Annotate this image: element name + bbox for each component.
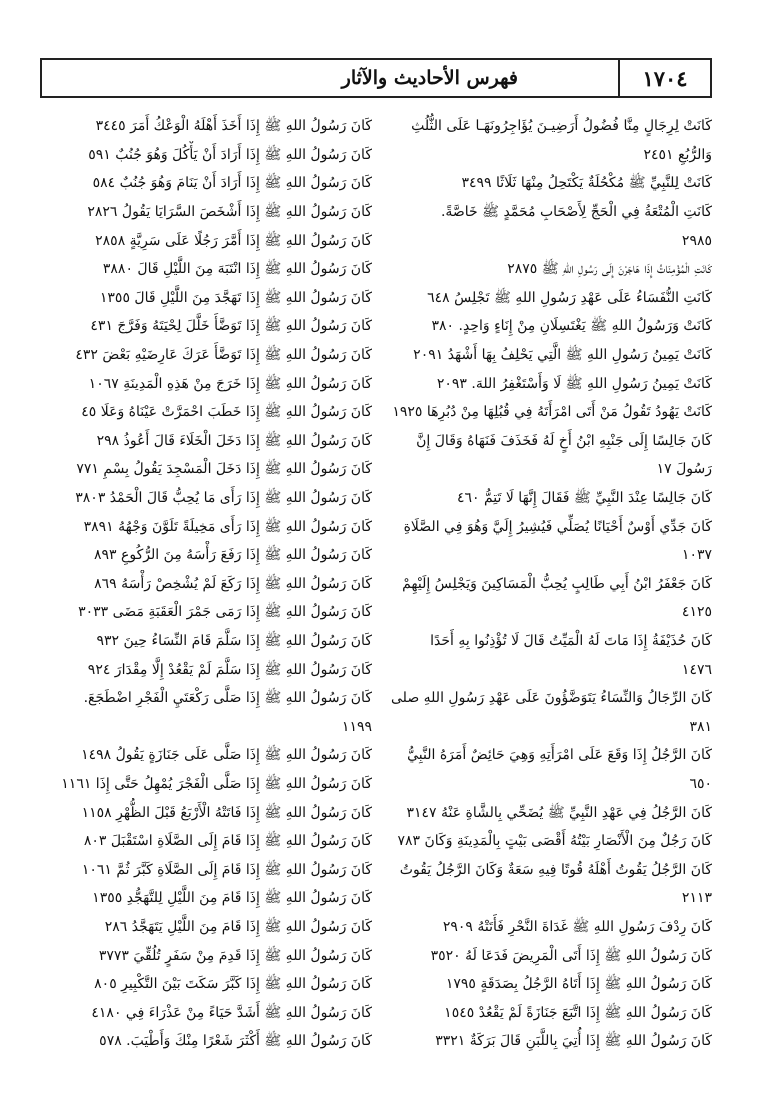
index-entry: كَانَ رَسُولُ اللهِ ﷺ إِذَا قَامَ مِنَ اللَّيْلِ يَتَهَجَّدُ ٢٨٦ bbox=[104, 918, 372, 935]
index-entry: كَانَتْ لِلنَّبِيِّ ﷺ مُكْحُلَةٌ يَكْتَحِلُ مِنْهَا ثَلَاثًا ٣٤٩٩ bbox=[461, 175, 712, 192]
index-entry: كَانَ رَسُولُ اللهِ ﷺ إِذَا أَشْخَصَ السَّرَايَا يَقُولُ ٢٨٢٦ bbox=[87, 204, 372, 221]
index-entry: كَانَتِ النُّفَسَاءُ عَلَى عَهْدِ رَسُولِ اللهِ ﷺ تَجْلِسُ ٦٤٨ bbox=[427, 289, 712, 306]
index-entry: كَانَ الرَّجُلُ يَقُوتُ أَهْلَهُ قُوتًا فِيهِ سَعَةٌ وَكَانَ الرَّجُلُ يَقُوتُ bbox=[399, 861, 712, 878]
index-entry: كَانَ رَسُولُ اللهِ ﷺ إِذَا أَتَاهُ الرَّجُلُ بِصَدَقَةٍ ١٧٩٥ bbox=[445, 976, 712, 993]
index-entry: كَانَ رَسُولُ اللهِ ﷺ إِذَا أَمَّرَ رَجُلًا عَلَى سَرِيَّةٍ ٢٨٥٨ bbox=[95, 232, 372, 249]
index-entry: كَانَتْ يَمِينُ رَسُولِ اللهِ ﷺ لَا وَأَسْتَغْفِرُ اللهَ. ٢٠٩٣ bbox=[436, 375, 712, 392]
page-header bbox=[40, 58, 712, 98]
index-entry: ١١٩٩ bbox=[341, 718, 372, 735]
page-title: فهرس الأحاديث والآثار bbox=[341, 67, 518, 89]
index-entry: كَانَ رَسُولُ اللهِ ﷺ إِذَا صَلَّى رَكْعَتَيِ الْفَجْرِ اضْطَجَعَ. bbox=[83, 690, 372, 707]
index-entry: كَانَ رَسُولُ اللهِ ﷺ إِذَا رَأَى مَا يُحِبُّ قَالَ الْحَمْدُ ٣٨٠٣ bbox=[75, 490, 372, 507]
index-entry: كَانَ رَسُولُ اللهِ ﷺ إِذَا اتَّبَعَ جَنَازَةً لَمْ يَقْعُدْ ١٥٤٥ bbox=[444, 1004, 712, 1021]
index-entry: ٣٨١ bbox=[689, 718, 712, 735]
index-entry: ٤١٢٥ bbox=[681, 604, 712, 621]
index-entry: كَانَ رَسُولُ اللهِ ﷺ أَشَدَّ حَيَاءً مِنْ عَذْرَاءَ فِي ٤١٨٠ bbox=[91, 1004, 372, 1021]
index-entry: كَانَ رَسُولُ اللهِ ﷺ إِذَا رَأَى مَخِيلَةً تَلَوَّنَ وَجْهُهُ ٣٨٩١ bbox=[83, 518, 372, 535]
index-entry: كَانَ رَسُولُ اللهِ ﷺ إِذَا صَلَّى الْفَجْرَ يُمْهِلُ حَتَّى إِذَا ١١٦١ bbox=[61, 775, 372, 792]
index-entry: كَانَ رَسُولُ اللهِ ﷺ إِذَا دَخَلَ الْخَلَاءَ قَالَ أَعُوذُ ٢٩٨ bbox=[96, 432, 372, 449]
left-column bbox=[40, 112, 372, 1082]
index-entry: كَانَ رَسُولُ اللهِ ﷺ إِذَا أَتَى الْمَرِيضَ فَدَعَا لَهُ ٣٥٢٠ bbox=[430, 947, 712, 964]
index-entry: كَانَ رَسُولُ اللهِ ﷺ إِذَا رَكَعَ لَمْ يُشْخِصْ رَأْسَهُ ٨٦٩ bbox=[94, 575, 372, 592]
index-entry: كَانَ رَسُولُ اللهِ ﷺ إِذَا قَامَ مِنَ اللَّيْلِ لِلتَّهَجُّدِ ١٣٥٥ bbox=[92, 890, 372, 907]
index-entry: كَانَتْ وَرَسُولُ اللهِ ﷺ يَغْتَسِلَانِ مِنْ إِنَاءٍ وَاحِدٍ. ٣٨٠ bbox=[431, 318, 712, 335]
index-columns bbox=[40, 112, 712, 1082]
index-entry: ٦٥٠ bbox=[689, 775, 712, 792]
page-number: ١٧٠٤ bbox=[618, 60, 710, 96]
index-entry: كَانَتِ الْمُتْعَةُ فِي الْحَجِّ لِأَصْحَابِ مُحَمَّدٍ ﷺ خَاصَّةً. bbox=[440, 204, 712, 221]
index-entry: كَانَ رَسُولُ اللهِ ﷺ إِذَا رَفَعَ رَأْسَهُ مِنَ الرُّكُوعِ ٨٩٣ bbox=[93, 547, 372, 564]
index-entry: كَانَ رَجُلٌ مِنَ الْأَنْصَارِ بَيْتُهُ أَقْصَى بَيْتٍ بِالْمَدِينَةِ وَكَانَ ٧٨٣ bbox=[397, 833, 712, 850]
index-entry: كَانَ جَدِّي أَوْسٌ أَحْيَانًا يُصَلِّي فَيُشِيرُ إِلَيَّ وَهُوَ فِي الصَّلَاةِ bbox=[403, 518, 712, 535]
index-entry: كَانَتْ يَمِينُ رَسُولِ اللهِ ﷺ الَّتِي يَحْلِفُ بِهَا أَشْهَدُ ٢٠٩١ bbox=[413, 347, 712, 364]
index-entry: كَانَ رَسُولُ اللهِ ﷺ إِذَا أَرَادَ أَنْ يَنَامَ وَهُوَ جُنُبٌ ٥٨٤ bbox=[92, 175, 372, 192]
right-column bbox=[380, 112, 712, 1082]
index-entry: كَانَ رَسُولُ اللهِ ﷺ إِذَا قَامَ إِلَى الصَّلَاةِ كَبَّرَ ثُمَّ ١٠٦١ bbox=[81, 861, 372, 878]
index-entry: كَانَ رَسُولُ اللهِ ﷺ إِذَا تَهَجَّدَ مِنَ اللَّيْلِ قَالَ ١٣٥٥ bbox=[99, 289, 372, 306]
index-entry: كَانَ رَسُولُ اللهِ ﷺ إِذَا صَلَّى عَلَى جَنَازَةٍ يَقُولُ ١٤٩٨ bbox=[81, 747, 372, 764]
index-entry: كَانَ رَسُولُ اللهِ ﷺ إِذَا قَدِمَ مِنْ سَفَرٍ تُلُقِّيَ ٣٧٧٣ bbox=[98, 947, 372, 964]
index-entry: كَانَ رَسُولُ اللهِ ﷺ إِذَا انْتَبَهَ مِنَ اللَّيْلِ قَالَ ٣٨٨٠ bbox=[102, 261, 372, 278]
index-entry: كَانَ رَسُولُ اللهِ ﷺ إِذَا تَوَضَّأَ عَرَكَ عَارِضَيْهِ بَعْضَ ٤٣٢ bbox=[75, 347, 372, 364]
index-entry: كَانَ جَالِسًا عِنْدَ النَّبِيِّ ﷺ فَقَالَ إِنَّهَا لَا تَتِمُّ ٤٦٠ bbox=[456, 490, 712, 507]
index-entry: وَالرُّبُعِ ٢٤٥١ bbox=[643, 146, 712, 163]
index-entry: كَانَ جَالِسًا إِلَى جَنْبِهِ ابْنُ أَخٍ لَهُ فَخَذَفَ فَنَهَاهُ وَقَالَ إِنَّ bbox=[416, 432, 712, 449]
index-entry: كَانَ رَسُولُ اللهِ ﷺ إِذَا أَرَادَ أَنْ يَأْكُلَ وَهُوَ جُنُبٌ ٥٩١ bbox=[88, 146, 372, 163]
index-entry: ٢٩٨٥ bbox=[681, 232, 712, 249]
index-entry: رَسُولَ ١٧ bbox=[656, 461, 712, 478]
index-entry: كَانَ الرَّجُلُ فِي عَهْدِ النَّبِيِّ ﷺ يُضَحِّي بِالشَّاةِ عَنْهُ ٣١٤٧ bbox=[406, 804, 712, 821]
index-entry: كَانَ رَسُولُ اللهِ ﷺ إِذَا أَخَذَ أَهْلَهُ الْوَعْكُ أَمَرَ ٣٤٤٥ bbox=[95, 118, 372, 135]
index-entry: كَانَ الرَّجُلُ إِذَا وَقَعَ عَلَى امْرَأَتِهِ وَهِيَ حَائِضٌ أَمَرَهُ النَّبِيُّ bbox=[407, 747, 712, 764]
index-entry: كَانَ رَسُولُ اللهِ ﷺ إِذَا دَخَلَ الْمَسْجِدَ يَقُولُ بِسْمِ ٧٧١ bbox=[76, 461, 372, 478]
index-entry: كَانَ حُذَيْفَةُ إِذَا مَاتَ لَهُ الْمَيِّتُ قَالَ لَا تُؤْذِنُوا بِهِ أَحَدًا bbox=[430, 632, 712, 649]
index-entry: كَانَ جَعْفَرُ ابْنُ أَبِي طَالِبٍ يُحِبُّ الْمَسَاكِينَ وَيَجْلِسُ إِلَيْهِمْ bbox=[402, 575, 712, 592]
index-entry: ١٠٣٧ bbox=[681, 547, 712, 564]
index-entry: كَانَتْ لِرِجَالٍ مِنَّا فُضُولُ أَرَضِيـنَ يُؤَاجِرُونَهَـا عَلَى الثُّلُثِ bbox=[411, 118, 712, 135]
index-entry: كَانَتِ الْمُؤْمِنَاتُ إِذَا هَاجَرْنَ إِلَى رَسُولِ اللهِ ﷺ ٢٨٧٥ bbox=[507, 261, 712, 278]
index-entry: كَانَ رَسُولُ اللهِ ﷺ أَكْثَرَ شَعْرًا مِنْكَ وَأَطْيَبَ. ٥٧٨ bbox=[99, 1033, 372, 1050]
index-entry: كَانَ رَسُولُ اللهِ ﷺ إِذَا خَرَجَ مِنْ هَذِهِ الْمَدِينَةِ ١٠٦٧ bbox=[88, 375, 372, 392]
index-entry: ١٤٧٦ bbox=[681, 661, 712, 678]
index-entry: كَانَ رَسُولُ اللهِ ﷺ إِذَا سَلَّمَ قَامَ النِّسَاءُ حِينَ ٩٣٢ bbox=[96, 632, 372, 649]
index-entry: كَانَ الرِّجَالُ وَالنِّسَاءُ يَتَوَضَّؤُونَ عَلَى عَهْدِ رَسُولِ اللهِ صلى bbox=[391, 690, 712, 707]
index-entry: كَانَ رَسُولُ اللهِ ﷺ إِذَا تَوَضَّأَ خَلَّلَ لِحْيَتَهُ وَفَرَّجَ ٤٣١ bbox=[90, 318, 372, 335]
index-entry: كَانَ رَسُولُ اللهِ ﷺ إِذَا رَمَى جَمْرَ الْعَقَبَةِ مَضَى ٣٠٣٣ bbox=[78, 604, 372, 621]
index-entry: ٢١١٣ bbox=[681, 890, 712, 907]
index-entry: كَانَ رَسُولُ اللهِ ﷺ إِذَا خَطَبَ احْمَرَّتْ عَيْنَاهُ وَعَلَا ٤٥ bbox=[81, 404, 372, 421]
index-entry: كَانَ رَسُولُ اللهِ ﷺ إِذَا قَامَ إِلَى الصَّلَاةِ اسْتَقْبَلَ ٨٠٣ bbox=[83, 833, 372, 850]
index-entry: كَانَ رَسُولُ اللهِ ﷺ إِذَا أُتِيَ بِاللَّبَنِ قَالَ بَرَكَةٌ ٣٣٢١ bbox=[435, 1033, 712, 1050]
index-entry: كَانَ رَسُولُ اللهِ ﷺ إِذَا كَبَّرَ سَكَتَ بَيْنَ التَّكْبِيرِ ٨٠٥ bbox=[94, 976, 372, 993]
index-entry: كَانَ رِدْفَ رَسُولِ اللهِ ﷺ غَدَاةَ النَّحْرِ فَأَتَتْهُ ٢٩٠٩ bbox=[442, 918, 712, 935]
index-entry: كَانَ رَسُولُ اللهِ ﷺ إِذَا فَاتَتْهُ الْأَرْبَعُ قَبْلَ الظُّهْرِ ١١٥٨ bbox=[81, 804, 372, 821]
index-entry: كَانَتْ يَهُودُ تَقُولُ مَنْ أَتَى امْرَأَتَهُ فِي قُبُلِهَا مِنْ دُبُرِهَا ١٩٢٥ bbox=[392, 404, 712, 421]
index-entry: كَانَ رَسُولُ اللهِ ﷺ إِذَا سَلَّمَ لَمْ يَقْعُدْ إِلَّا مِقْدَارَ ٩٢٤ bbox=[87, 661, 372, 678]
